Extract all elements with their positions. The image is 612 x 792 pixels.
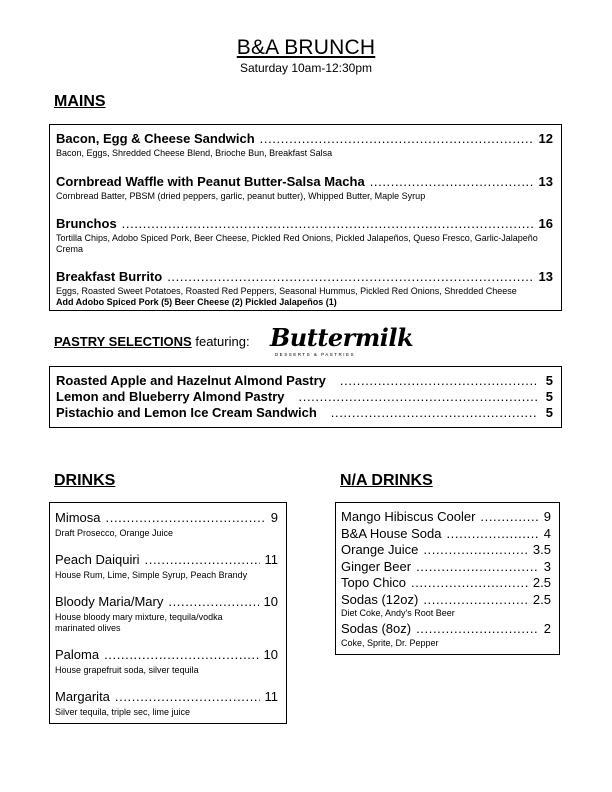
dot-leader bbox=[370, 174, 534, 189]
main-item bbox=[56, 269, 553, 308]
item-price: 5 bbox=[545, 389, 553, 404]
na-drink-item bbox=[341, 526, 551, 543]
dot-leader bbox=[331, 405, 538, 421]
item-description: Draft Prosecco, Orange Juice bbox=[55, 528, 174, 538]
dot-leader bbox=[423, 542, 528, 559]
item-price: 11 bbox=[264, 689, 278, 704]
item-description: Cornbread Batter, PBSM (dried peppers, garlic, peanut butter), Whipped Butter, Maple Syrup bbox=[56, 191, 426, 201]
item-description: House bloody mary mixture, tequila/vodka marinated olives bbox=[55, 612, 223, 633]
dot-leader bbox=[446, 526, 538, 543]
item-price: 3 bbox=[543, 558, 551, 574]
item-name: B&A House Soda bbox=[341, 525, 442, 541]
item-addons: Add Adobo Spiced Pork (5) Beer Cheese (2) Pickled Jalapeños (1) bbox=[56, 297, 337, 307]
pastry-heading: PASTRY SELECTIONS bbox=[54, 334, 192, 349]
item-name: Mango Hibiscus Cooler bbox=[341, 509, 476, 524]
item-price: 16 bbox=[538, 216, 553, 231]
logo-tagline: DESSERTS & PASTRIES bbox=[274, 352, 356, 357]
item-price: 3.5 bbox=[532, 542, 551, 557]
drink-item bbox=[55, 689, 278, 718]
item-price: 10 bbox=[263, 594, 278, 609]
na-drinks-heading: N/A DRINKS bbox=[340, 472, 433, 489]
item-name: Sodas (8oz) bbox=[341, 621, 412, 636]
item-price: 13 bbox=[538, 174, 553, 189]
item-price: 10 bbox=[263, 647, 278, 662]
item-price: 4 bbox=[543, 525, 551, 541]
na-drinks-box bbox=[335, 502, 560, 655]
dot-leader bbox=[340, 373, 538, 389]
item-description: Silver tequila, triple sec, lime juice bbox=[55, 707, 191, 717]
item-name: Pistachio and Lemon Ice Cream Sandwich bbox=[56, 405, 317, 420]
na-drink-item bbox=[341, 509, 551, 526]
item-price: 13 bbox=[538, 269, 553, 284]
dot-leader bbox=[122, 216, 534, 231]
item-name: Breakfast Burrito bbox=[56, 269, 163, 284]
item-name: Orange Juice bbox=[341, 542, 419, 557]
dot-leader bbox=[145, 552, 260, 567]
pastry-box bbox=[49, 366, 562, 428]
item-description: Bacon, Eggs, Shredded Cheese Blend, Brioche Bun, Breakfast Salsa bbox=[56, 148, 333, 158]
item-price: 9 bbox=[543, 509, 551, 524]
mains-heading: MAINS bbox=[54, 93, 106, 110]
item-price: 2 bbox=[543, 621, 551, 636]
menu-subtitle: Saturday 10am-12:30pm bbox=[239, 61, 373, 75]
pastry-item bbox=[56, 389, 553, 405]
item-price: 2.5 bbox=[532, 591, 551, 607]
drink-item bbox=[55, 510, 278, 539]
main-item bbox=[56, 216, 553, 255]
drinks-box bbox=[49, 502, 287, 724]
item-description: House Rum, Lime, Simple Syrup, Peach Brandy bbox=[55, 570, 248, 580]
item-description: Diet Coke, Andy's Root Beer bbox=[341, 608, 455, 618]
dot-leader bbox=[106, 510, 266, 525]
na-drink-item bbox=[341, 559, 551, 576]
item-description: Coke, Sprite, Dr. Pepper bbox=[341, 637, 439, 648]
dot-leader bbox=[115, 689, 260, 704]
buttermilk-logo bbox=[270, 323, 414, 357]
dot-leader bbox=[416, 621, 539, 638]
main-item bbox=[56, 131, 553, 159]
main-item bbox=[56, 174, 553, 202]
item-name: Brunchos bbox=[56, 216, 117, 231]
drinks-heading: DRINKS bbox=[54, 472, 116, 489]
dot-leader bbox=[299, 389, 538, 405]
item-name: Paloma bbox=[55, 647, 100, 662]
item-name: Roasted Apple and Hazelnut Almond Pastry bbox=[56, 373, 326, 388]
pastry-featuring: featuring: bbox=[195, 334, 250, 349]
dot-leader bbox=[416, 559, 539, 576]
pastry-item bbox=[56, 405, 553, 421]
item-name: Ginger Beer bbox=[341, 558, 412, 574]
item-description: Tortilla Chips, Adobo Spiced Pork, Beer Cheese, Pickled Red Onions, Pickled Jalapeños, Queso Fresco, Garlic-Jalapeño Crema bbox=[56, 233, 538, 254]
item-price: 5 bbox=[545, 373, 553, 388]
na-drink-item bbox=[341, 592, 551, 609]
na-drink-item bbox=[341, 542, 551, 559]
item-name: Topo Chico bbox=[341, 575, 407, 590]
item-description: House grapefruit soda, silver tequila bbox=[55, 665, 199, 675]
logo-wordmark: Buttermilk bbox=[270, 323, 414, 352]
na-drink-item bbox=[341, 621, 551, 638]
item-name: Sodas (12oz) bbox=[341, 591, 419, 607]
item-price: 12 bbox=[538, 131, 553, 146]
item-name: Margarita bbox=[55, 689, 110, 704]
item-description: Eggs, Roasted Sweet Potatoes, Roasted Red Peppers, Seasonal Hummus, Pickled Red Onions, Shredded Cheese bbox=[56, 286, 517, 296]
dot-leader bbox=[104, 647, 258, 662]
pastry-heading-line bbox=[54, 334, 250, 349]
item-name: Bloody Maria/Mary bbox=[55, 594, 164, 609]
item-name: Lemon and Blueberry Almond Pastry bbox=[56, 389, 285, 404]
pastry-item bbox=[56, 373, 553, 389]
item-name: Bacon, Egg & Cheese Sandwich bbox=[56, 131, 255, 146]
menu-title: B&A BRUNCH bbox=[236, 36, 376, 59]
item-price: 11 bbox=[264, 552, 278, 567]
drink-item bbox=[55, 594, 278, 634]
item-name: Mimosa bbox=[55, 510, 101, 525]
item-price: 9 bbox=[270, 510, 278, 525]
dot-leader bbox=[168, 594, 258, 609]
dot-leader bbox=[480, 509, 538, 526]
dot-leader bbox=[411, 575, 528, 592]
drink-item bbox=[55, 552, 278, 581]
item-name: Cornbread Waffle with Peanut Butter-Salsa Macha bbox=[56, 174, 365, 189]
item-name: Peach Daiquiri bbox=[55, 552, 140, 567]
dot-leader bbox=[423, 592, 528, 609]
mains-box bbox=[49, 124, 562, 311]
drink-item bbox=[55, 647, 278, 676]
dot-leader bbox=[260, 131, 534, 146]
dot-leader bbox=[167, 269, 533, 284]
na-drink-item bbox=[341, 575, 551, 592]
item-price: 5 bbox=[545, 405, 553, 420]
item-price: 2.5 bbox=[532, 575, 551, 590]
